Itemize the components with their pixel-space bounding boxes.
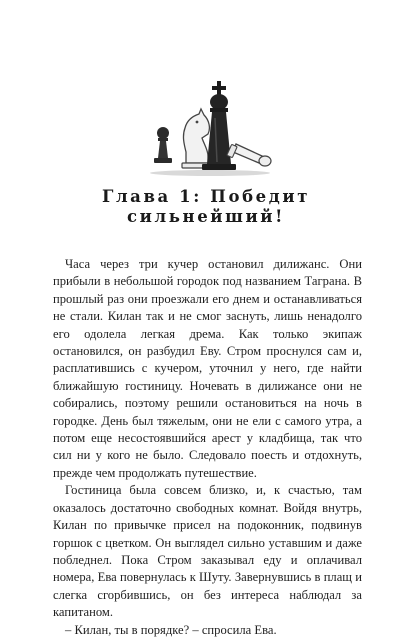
chess-pieces-icon — [140, 78, 280, 178]
chapter-title-line-2: сильнейший! — [127, 207, 285, 226]
fallen-piece-icon — [227, 144, 271, 166]
paragraph: Часа через три кучер остановил дилижанс. Они прибыли в небольшой городок под названием Таграна. В прошлый раз они проезжали его днем и останавливаться не стали. Килан так и не смог заснуть, лишь ненадолго его одолела легкая дрема. Как только экипаж остановился, он разбудил Еву. Стром проснулся сам и, расплатившись с кучером, уточнил у него, где найти ближайшую гостиницу. Ночевать в дилижансе они не собирались, поэтому решили остановиться на ночь в городке. День был тяжелым, они не ели с самого утра, а потом еще несостоявшийся арест у кладбища, так что сил ни у кого не было. Следовало поесть и отдохнуть, прежде чем продолжать путешествие. — [53, 257, 362, 480]
chapter-body — [53, 256, 362, 639]
paragraph: Гостиница была совсем близко, и, к счастью, там оказалось достаточно свободных комнат. Войдя внутрь, Килан по привычке присел на подоконник, подвинув горшок с цветком. Он выглядел сильно уставшим и даже побледнел. Пока Стром заказывал еду и оплачивал номера, Ева повернулась к Шуту. Завернувшись в плащ и слегка сгорбившись, он без интереса наблюдал за капитаном. — [53, 483, 362, 620]
chapter-title-line-1: Глава 1: Победит — [101, 187, 311, 206]
paragraph: – Килан, ты в порядке? – спросила Ева. — [65, 622, 277, 637]
pawn-icon — [154, 127, 172, 163]
